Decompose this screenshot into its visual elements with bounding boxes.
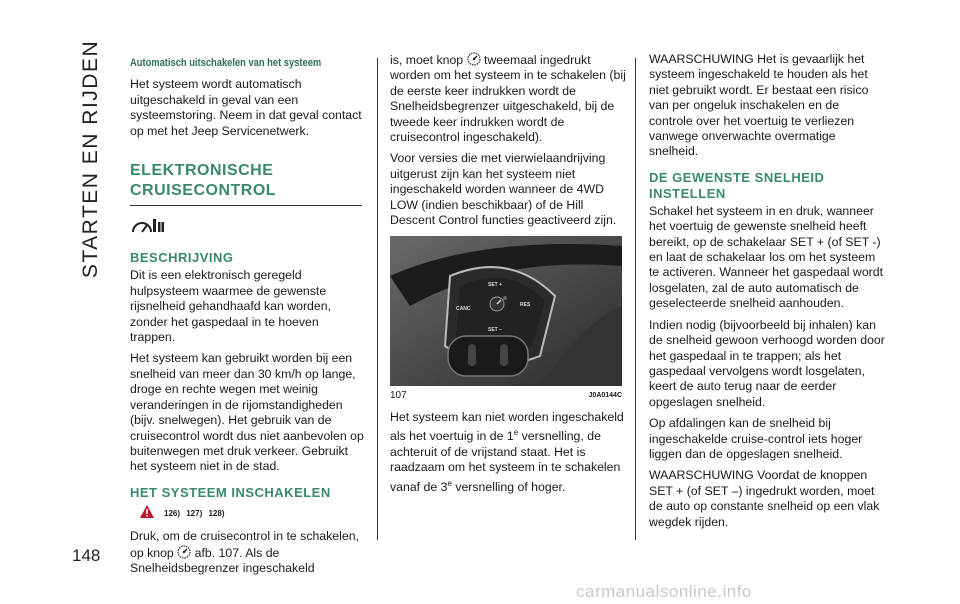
paragraph: Schakel het systeem in en druk, wanneer het voertuig de gewenste snelheid heeft bereikt, op de schakelaar SET + (of SET -) en laat de schakelaar los om het systeem te activeren. Wanneer het gaspedaal wordt losgelaten, zal de auto automatisch de geselecteerde snelheid aanhouden. [649, 203, 884, 311]
column-divider [377, 58, 378, 540]
steering-wheel-photo [390, 236, 622, 386]
cruise-control-icon [130, 216, 366, 240]
page-number: 148 [72, 546, 101, 565]
column-divider [635, 58, 636, 540]
cruise-button-icon [467, 52, 481, 66]
paragraph: is, moet knop tweemaal ingedrukt worden om het systeem in te schakelen (bij de eerste keer indrukken wordt de Snelheidsbegrenzer uitgeschakeld, bij de tweede keer indrukken wordt de cruisecontrol ingeschakeld). [390, 53, 626, 145]
paragraph: Het systeem wordt automatisch uitgeschakeld in geval van een systeemstoring. Neem in dat geval contact op met het Jeep Servicenetwerk. [130, 77, 362, 138]
warning-refs: 126) 127) 128) [164, 509, 225, 519]
paragraph: Druk, om de cruisecontrol in te schakelen, op knop afb. 107. Als de Snelheidsbegrenzer ingeschakeld [130, 529, 359, 575]
paragraph: Op afdalingen kan de snelheid bij ingeschakelde cruise-control iets hoger liggen dan de opgeslagen snelheid. [649, 416, 863, 461]
column-2 [390, 52, 626, 501]
column-1 [130, 52, 366, 582]
heading-set-speed: DE GEWENSTE SNELHEID INSTELLEN [649, 169, 825, 201]
figure-code: J0A0144C [588, 392, 622, 400]
figure-number: 107 [390, 390, 407, 402]
paragraph: Het systeem kan gebruikt worden bij een snelheid van meer dan 30 km/h op lange, droge en rechte wegen met weinig veranderingen in de rijomstandigheden (bijv. snelwegen). Het gebruik van de cruisecontrol wordt dus niet aanbevolen op buitenwegen met druk verkeer. Gebruikt het systeem niet in de stad. [130, 351, 364, 474]
paragraph: Voor versies die met vierwielaandrijving uitgerust zijn kan het systeem niet ingeschakeld worden wanneer de 4WD LOW (indien beschikbaar) of de Hill Descent Control functies geactiveerd zijn. [390, 151, 617, 228]
paragraph: Indien nodig (bijvoorbeeld bij inhalen) kan de snelheid gewoon verhoogd worden door het gaspedaal in te trappen; als het gaspedaal vervolgens wordt losgelaten, keert de auto terug naar de eerder opgeslagen snelheid. [649, 317, 885, 409]
warning-paragraph: WAARSCHUWING Het is gevaarlijk het systeem ingeschakeld te houden als het niet gebruikt wordt. Er bestaat een risico van per ongeluk inschakelen en de controle over het voertuig te verliezen vanwege onverwachte overmatige snelheid. [649, 52, 869, 159]
button-label-canc: CANC [456, 306, 471, 313]
column-3 [649, 52, 885, 536]
subheading-auto-off: Automatisch uitschakelen van het systeem [130, 57, 322, 69]
button-label-res: RES [520, 302, 531, 309]
section-title: STARTEN EN RIJDEN [79, 39, 102, 279]
warning-paragraph: WAARSCHUWING Voordat de knoppen SET + (of SET –) ingedrukt worden, moet de auto op constante snelheid op een vlak wegdek rijden. [649, 468, 880, 529]
heading-switch-on: HET SYSTEEM INSCHAKELEN [130, 484, 331, 500]
paragraph: Dit is een elektronisch geregeld hulpsysteem waarmee de gewenste rijsnelheid gehandhaafd kan worden, zonder het gaspedaal in te hoeven trappen. [130, 268, 331, 345]
button-label-set-minus: SET – [488, 327, 502, 334]
warning-triangle-icon [140, 505, 154, 523]
heading-description: BESCHRIJVING [130, 250, 234, 266]
section-heading: ELEKTRONISCHE CRUISECONTROL [130, 161, 362, 206]
button-label-set-plus: SET + [488, 282, 503, 289]
warning-references [140, 505, 366, 523]
figure-caption [390, 388, 622, 403]
watermark: carmanualsonline.info [576, 582, 752, 601]
figure-107 [390, 236, 622, 403]
paragraph: Het systeem kan niet worden ingeschakeld als het voertuig in de 1e versnelling, de achteruit of de vrijstand staat. Het is raadzaam om het systeem in te schakelen vanaf de 3e versnelling of hoger. [390, 409, 624, 494]
cruise-button-icon [177, 545, 191, 559]
